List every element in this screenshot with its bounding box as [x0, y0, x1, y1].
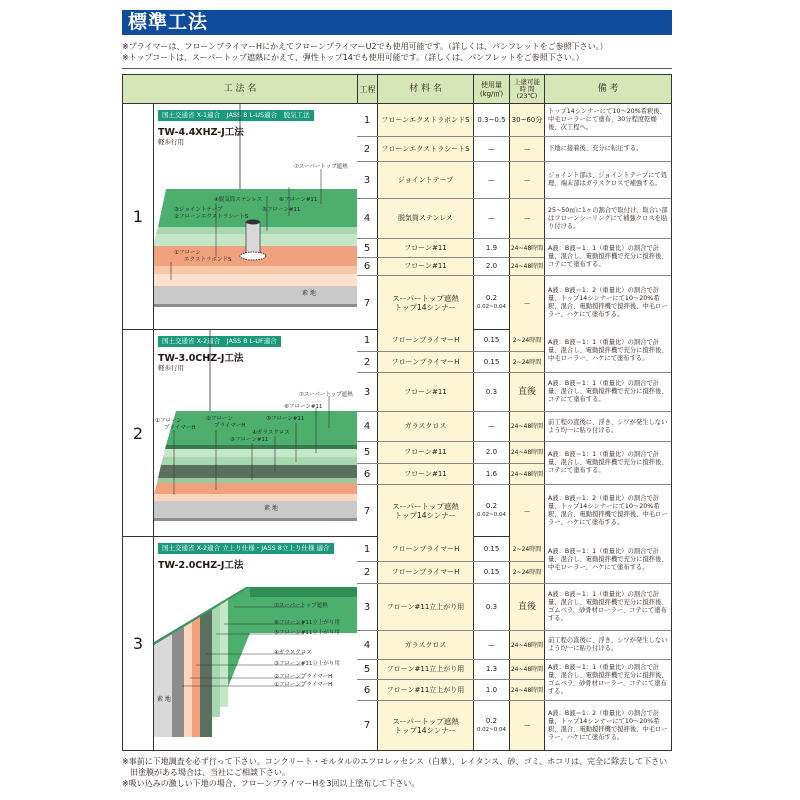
remarks: 下地に接着後、充分に転圧する。	[544, 137, 671, 161]
diagram-label: ⑤フローン#11	[266, 416, 305, 422]
header-method: 工 法 名	[223, 84, 257, 94]
remarks: A液：B液＝1：1（重量比）の割合で計量、混合し、電動撹拌機で充分に撹拌後、ゴムベラ、砂骨材ローラー、コテにて塗布する。	[544, 584, 671, 630]
usage-amount: 0.15	[473, 562, 509, 583]
step-number: 7	[363, 720, 371, 731]
method-name: TW-3.0CHZ-J工法	[158, 353, 244, 364]
diagram-label: 素 地	[264, 505, 278, 512]
diagram-label: ①フローン	[155, 418, 182, 424]
material-name: スーパートップ遮熱 トップ14シンナー	[377, 701, 473, 750]
table-row	[357, 583, 671, 630]
remarks-merged: A液：B液＝1：1（重量比）の割合で計量、混合し、電動撹拌機で充分に撹拌後、ゴムベラ、砂骨材ローラー、コテにて塗布する。	[544, 659, 671, 700]
material-name: ガラスクロス	[377, 631, 473, 659]
usage-amount: 2.0	[473, 442, 509, 463]
step-number: 2	[363, 567, 371, 578]
method-illustration	[154, 104, 357, 329]
method-illustration	[154, 330, 357, 536]
usage-sub: 0.02~0.04	[476, 726, 507, 733]
step-number: 5	[363, 447, 371, 458]
section-number: 2	[123, 330, 154, 536]
diagram-label: ⑦スーパートップ遮熱	[299, 392, 353, 398]
diagram-label: エクストラボンドS	[184, 257, 232, 263]
header-recoat-l3: (23℃)	[516, 92, 538, 100]
diagram-label: ⑥フローン#11	[279, 197, 318, 203]
usage-main: 0.2	[485, 716, 498, 725]
material-name: 脱気筒ステンレス	[377, 199, 473, 238]
step-number: 6	[363, 684, 371, 696]
header-step: 工程	[357, 75, 377, 104]
step-number: 3	[363, 174, 371, 186]
recoat-time: 30~60分	[509, 104, 544, 136]
recoat-time: 24~48時間	[509, 442, 544, 463]
recoat-time: 24~48時間	[509, 239, 544, 257]
usage-amount: —	[473, 137, 509, 161]
step-number: 6	[363, 468, 371, 480]
remarks-merged: A液：B液＝1：1（重量比）の割合で計量、混合し、電動撹拌機で充分に撹拌後、中毛ローラー、ハケにて塗布する。	[544, 537, 671, 583]
usage-sub: 0.02~0.04	[476, 512, 507, 518]
diagram-label: ③ジョイントテープ	[174, 207, 223, 213]
remarks-merged: A液：B液＝1：1（重量比）の割合で計量、混合し、電動撹拌機で充分に撹拌後、中毛ローラー、ハケにて塗布する。	[544, 330, 671, 372]
note-primer: ※プライマーは、フローンプライマーHにかえてフローンプライマーU2でも使用可能です。（詳しくは、パンフレットをご参照下さい。）	[122, 42, 608, 51]
header-usage-l2: (kg/㎡)	[479, 89, 504, 98]
usage-amount: 1.3	[473, 660, 509, 679]
diagram-label: ⑤フローン#11	[262, 207, 301, 213]
section-1	[123, 104, 671, 330]
diagram-label: ③フローン#11	[230, 437, 269, 443]
step-number: 1	[363, 335, 371, 346]
recoat-time: —	[509, 162, 544, 198]
remarks-merged: A液：B液＝1：1（重量比）の割合で計量、混合し、電動撹拌機で充分に撹拌後、コテにて塗布する。	[544, 238, 671, 275]
recoat-time: 24~48時間	[509, 258, 544, 275]
step-number: 5	[363, 242, 371, 254]
table-row	[357, 630, 671, 659]
diagram-label: ①フローンプライマーH	[274, 682, 333, 688]
step-number: 3	[363, 386, 371, 398]
step-number: 3	[363, 601, 371, 613]
table-row	[357, 372, 671, 411]
diagram-label: ⑤フローン#11立上がり用	[274, 630, 340, 636]
material-name: ガラスクロス	[377, 412, 473, 441]
method-name: TW-2.0CHZ-J工法	[158, 560, 244, 571]
table-header	[123, 75, 671, 104]
note-topcoat: ※トップコートは、スーパートップ遮熱にかえて、弾性トップ14でも使用可能です。（詳しくは、パンフレットをご参照下さい。）	[122, 53, 584, 62]
method-illustration	[154, 537, 357, 750]
usage-amount: 1.6	[473, 464, 509, 484]
material-name: フローン#11立上がり用	[377, 584, 473, 630]
table-row	[357, 198, 671, 238]
diagram-label: ②フローンエクストラシートS	[174, 214, 249, 220]
material-name: フローンエクストラボンドS	[377, 104, 473, 136]
remarks: A液：B液＝1：2（重量比）の割合で計量、トップ14シンナーにて10～20%希釈、混合、電動撹拌機で撹拌後、中毛ローラー、ハケにて塗布する。	[544, 701, 671, 750]
step-number: 4	[363, 213, 371, 224]
diagram-label: 素 地	[157, 696, 171, 703]
usage-main: 0.2	[485, 294, 498, 302]
table-row	[357, 411, 671, 441]
step-number: 2	[363, 356, 371, 368]
recoat-time: 直後	[509, 373, 544, 411]
traffic-type: 軽歩行用	[158, 364, 184, 372]
header-recoat-l1: 上塗可能	[514, 78, 540, 86]
usage-amount	[473, 485, 509, 537]
step-number: 4	[363, 421, 371, 432]
recoat-time: 2~24時間	[509, 352, 544, 372]
usage-amount: 0.15	[473, 352, 509, 372]
usage-amount	[473, 701, 509, 750]
material-name: フローン#11立上がり用	[377, 680, 473, 700]
usage-amount: —	[473, 412, 509, 441]
section-3	[123, 537, 671, 750]
diagram-label: 素 地	[302, 290, 316, 297]
material-name: フローンプライマーH	[377, 352, 473, 372]
diagram-label: ②フローン	[206, 416, 233, 422]
usage-amount	[473, 276, 509, 330]
diagram-label: ⑥フローン#11立上がり用	[274, 620, 340, 626]
page-title: 標準工法	[122, 10, 672, 35]
recoat-time: 2~24時間	[509, 537, 544, 561]
step-number: 4	[363, 639, 371, 651]
material-name: フローンエクストラシートS	[377, 137, 473, 161]
step-number: 6	[363, 261, 371, 272]
note-absorbent: ※吸い込みの激しい下地の場合、フローンプライマーHを3回以上塗布して下さい。	[122, 779, 420, 788]
recoat-time: 24~48時間	[509, 680, 544, 700]
step-number: 7	[363, 505, 371, 517]
section-number: 3	[123, 537, 154, 750]
material-name: フローンプライマーH	[377, 330, 473, 351]
usage-amount: 2.0	[473, 258, 509, 275]
material-name: フローン#11	[377, 239, 473, 257]
method-name: TW-4.4XHZ-J工法	[158, 127, 244, 138]
remarks: 25~50㎡に1ヶの割合で取付け、取合い部はフローンシーリングにて補強クロスを貼り付ける。	[544, 199, 671, 238]
diagram-label: ③フローン#11立上がり用	[274, 661, 340, 667]
table-row	[357, 484, 671, 537]
diagram-label: ⑦スーパートップ遮熱	[274, 603, 328, 609]
remarks: 前工程の直後に、浮き、シワが発生しないよう均一に貼り付ける。	[544, 631, 671, 659]
diagram-label: ②フローンプライマーH	[274, 674, 333, 680]
material-name: フローン#11	[377, 373, 473, 411]
method-table	[122, 74, 672, 751]
table-row	[357, 700, 671, 750]
material-name: フローン#11立上がり用	[377, 660, 473, 679]
usage-sub: 0.02~0.04	[476, 304, 507, 310]
step-number: 2	[363, 143, 371, 155]
step-number: 7	[363, 297, 371, 309]
material-name: スーパートップ遮熱 トップ14シンナー	[377, 485, 473, 537]
remarks: 前工程の直後に、浮き、シワが発生しないよう均一に貼り付ける。	[544, 412, 671, 441]
recoat-time: 2~24時間	[509, 562, 544, 583]
material-name: ジョイントテープ	[377, 162, 473, 198]
recoat-time: 24~48時間	[509, 660, 544, 679]
usage-amount: 0.3~0.5	[473, 104, 509, 136]
diagram-label: ⑥フローン#11	[284, 404, 323, 410]
material-name: フローンプライマーH	[377, 562, 473, 583]
recoat-time: 直後	[509, 584, 544, 630]
material-name: スーパートップ遮熱 トップ14シンナー	[377, 276, 473, 330]
material-name: フローン#11	[377, 442, 473, 463]
recoat-time: 24~48時間	[509, 412, 544, 441]
diagram-label: ④ガラスクロス	[252, 430, 290, 436]
usage-main: 0.2	[485, 502, 498, 510]
usage-amount: —	[473, 162, 509, 198]
spec-badge: 国土交通省 X-2適合 JASS 8 L-UF適合	[158, 336, 281, 347]
remarks: トップ14シンナーにて10～20%希釈後、中毛ローラーにて塗布、30分程度乾燥後、次工程へ。	[544, 104, 671, 136]
traffic-type: 軽歩行用	[158, 138, 184, 146]
usage-amount: 1.9	[473, 239, 509, 257]
usage-amount: 0.15	[473, 330, 509, 351]
step-number: 5	[363, 664, 371, 675]
remarks: A液：B液＝1：1（重量比）の割合で計量、混合し、電動撹拌機で充分に撹拌後、コテにて塗布する。	[544, 373, 671, 411]
header-usage	[473, 75, 509, 104]
section-2	[123, 330, 671, 537]
table-row	[357, 161, 671, 198]
header-usage-l1: 使用量	[481, 80, 502, 89]
usage-amount: 0.15	[473, 537, 509, 561]
material-name: フローン#11	[377, 258, 473, 275]
table-row	[357, 275, 671, 330]
header-recoat	[509, 75, 544, 104]
usage-amount: —	[473, 199, 509, 238]
recoat-time: —	[509, 199, 544, 238]
table-row	[357, 136, 671, 161]
note-old-coating: 旧塗膜がある場合は、当社にご相談下さい。	[122, 768, 290, 777]
remarks: A液：B液＝1：2（重量比）の割合で計量、トップ14シンナーにて10～20%希釈、混合、電動撹拌機で撹拌後、中毛ローラー、ハケにて塗布する。	[544, 276, 671, 330]
diagram-label: ④ガラスクロス	[274, 650, 312, 656]
remarks-merged: A液：B液＝1：1（重量比）の割合で計量、混合し、電動撹拌機で充分に撹拌後、コテにて塗布する。	[544, 441, 671, 484]
usage-amount: 0.3	[473, 584, 509, 630]
note-substrate: ※事前に下地調査を必ず行って下さい。コンクリート・モルタルのエフロレッセンス（白華）、レイタンス、砂、ゴミ、ホコリは、完全に除去して下さい	[122, 757, 668, 766]
diagram-label: ①フローン	[174, 250, 201, 256]
recoat-time: —	[509, 276, 544, 330]
diagram-label: ④脱気筒ステンレス	[214, 197, 263, 203]
diagram-label: プライマーH	[214, 423, 246, 429]
header-material: 材 料 名	[377, 75, 473, 104]
remarks: A液：B液＝1：2（重量比）の割合で計量、トップ14シンナーにて10～20%希釈、混合、電動撹拌機で撹拌後、中毛ローラー、ハケにて塗布する。	[544, 485, 671, 537]
table-row	[357, 104, 671, 136]
spec-badge: 国土交通省 X-1適合 JASS 8 L-US適合 脱気工法	[158, 110, 314, 121]
recoat-time: 24~48時間	[509, 464, 544, 484]
spec-badge: 国土交通省 X-2適合 立上り仕様・JASS 8立上り仕様 適合	[158, 543, 334, 554]
recoat-time: —	[509, 485, 544, 537]
header-remarks: 備 考	[544, 75, 671, 104]
recoat-time: 24~48時間	[509, 631, 544, 659]
recoat-time: 2~24時間	[509, 330, 544, 351]
header-recoat-l2: 時 間	[519, 85, 535, 93]
step-number: 1	[363, 543, 371, 555]
recoat-time: —	[509, 701, 544, 750]
section-number: 1	[123, 104, 154, 329]
material-name: フローン#11	[377, 464, 473, 484]
usage-amount: 0.3	[473, 373, 509, 411]
recoat-time: —	[509, 137, 544, 161]
divider	[122, 68, 672, 69]
step-number: 1	[363, 114, 371, 126]
usage-amount: —	[473, 631, 509, 659]
layer-diagram	[154, 537, 357, 750]
remarks: ジョイント部は、ジョイントテープにて処理、端末部はガラスクロスで補強する。	[544, 162, 671, 198]
material-name: フローンプライマーH	[377, 537, 473, 561]
usage-amount: 1.0	[473, 680, 509, 700]
diagram-label: プライマーH	[164, 425, 196, 431]
diagram-label: ⑦スーパートップ遮熱	[294, 164, 348, 170]
